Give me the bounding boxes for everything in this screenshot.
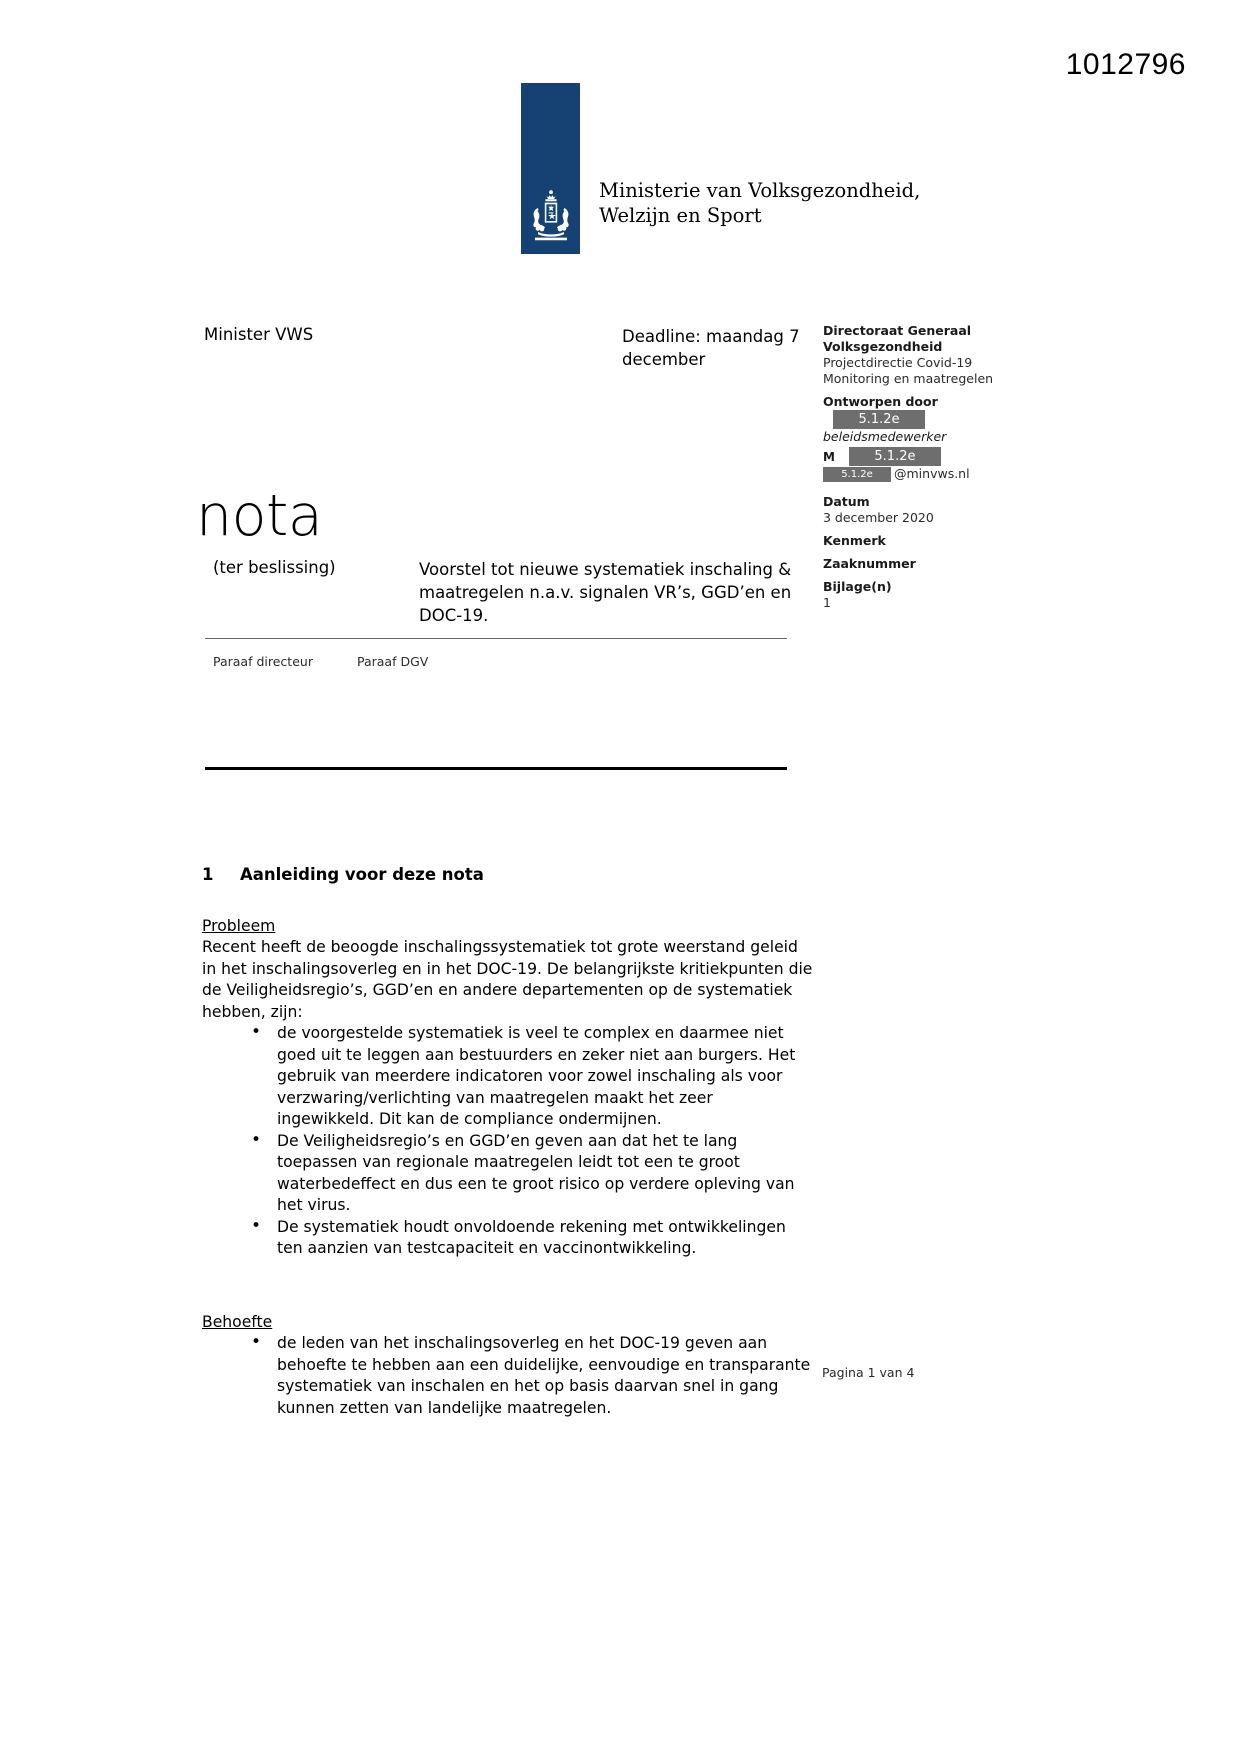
page-footer: Pagina 1 van 4	[822, 1365, 915, 1380]
probleem-bullet-list	[202, 1023, 814, 1260]
project-directorate: Projectdirectie Covid-19	[823, 355, 973, 370]
directorate-line2: Volksgezondheid	[823, 339, 943, 354]
paraaf-directeur-label: Paraaf directeur	[213, 654, 313, 669]
author-redacted-block: 5.1.2e	[833, 410, 925, 429]
divider-thick	[205, 767, 787, 770]
logo-blue-bar	[521, 83, 580, 254]
nota-subject: Voorstel tot nieuwe systematiek inschaling & maatregelen n.a.v. signalen VR’s, GGD’en en DOC-19.	[419, 560, 792, 625]
document-number: 1012796	[1065, 48, 1186, 81]
paraaf-dgv-label: Paraaf DGV	[357, 654, 429, 669]
list-item: • de leden van het inschalingsoverleg en het DOC-19 geven aan behoefte te hebben aan een duidelijke, eenvoudige en transparante systematiek van inschalen en het op basis daarvan snel in gang kunnen zetten van landelijke maatregelen.	[247, 1333, 814, 1419]
list-item: • De systematiek houdt onvoldoende rekening met ontwikkelingen ten aanzien van testcapaciteit en vaccinontwikkeling.	[247, 1217, 814, 1260]
zaaknummer-label: Zaaknummer	[823, 556, 916, 571]
list-item: • de voorgestelde systematiek is veel te complex en daarmee niet goed uit te leggen aan bestuurders en zeker niet aan burgers. Het gebruik van meerdere indicatoren voor zowel inschaling als voor verzwaring/verlichting van maatregelen maakt het zeer ingewikkeld. Dit kan de compliance ondermijnen.	[247, 1023, 814, 1131]
kenmerk-label: Kenmerk	[823, 533, 886, 548]
addressee: Minister VWS	[204, 325, 314, 344]
ministry-name	[599, 178, 920, 254]
email-row-secondary	[823, 466, 1038, 482]
metadata-sidebar	[823, 323, 1038, 611]
ministry-name-line1: Ministerie van Volksgezondheid,	[599, 179, 921, 202]
date-label: Datum	[823, 494, 870, 509]
section-number: 1	[202, 865, 214, 884]
email-redacted-block: 5.1.2e	[849, 447, 941, 466]
netherlands-coat-of-arms-icon	[525, 188, 577, 246]
bijlage-value: 1	[823, 595, 831, 610]
author-role: beleidsmedewerker	[823, 429, 947, 444]
email-row-primary	[823, 447, 1038, 466]
probleem-heading: Probleem	[202, 916, 276, 935]
nota-type: (ter beslissing)	[213, 558, 336, 577]
email-domain: @minvws.nl	[894, 466, 970, 481]
ministry-logo	[521, 83, 920, 254]
probleem-paragraph: Recent heeft de beoogde inschalingssystematiek tot grote weerstand geleid in het inschalingsoverleg en in het DOC-19. De belangrijkste kritiekpunten die de Veiligheidsregio’s, GGD’en en andere departementen op de systematiek hebben, zijn:	[202, 938, 813, 1021]
section-heading	[202, 864, 814, 886]
bijlage-label: Bijlage(n)	[823, 579, 892, 594]
behoefte-heading: Behoefte	[202, 1312, 273, 1331]
behoefte-bullet-list	[202, 1333, 814, 1419]
unit-name: Monitoring en maatregelen	[823, 371, 994, 386]
directorate-line1: Directoraat Generaal	[823, 323, 972, 338]
divider-thin	[205, 638, 787, 639]
email-label: M	[823, 449, 835, 464]
author-redaction-row	[823, 410, 1038, 429]
document-body	[202, 864, 814, 1419]
email-user-redacted-block: 5.1.2e	[823, 467, 891, 482]
deadline-text: Deadline: maandag 7 december	[622, 327, 800, 369]
section-title: Aanleiding voor deze nota	[240, 865, 484, 884]
ministry-name-line2: Welzijn en Sport	[599, 204, 762, 227]
list-item: • De Veiligheidsregio’s en GGD’en geven aan dat het te lang toepassen van regionale maatregelen leidt tot een te groot waterbedeffect en dus een te groot risico op verdere opleving van het virus.	[247, 1131, 814, 1217]
date-value: 3 december 2020	[823, 510, 934, 525]
page-title: nota	[196, 483, 323, 549]
author-label: Ontworpen door	[823, 394, 938, 409]
